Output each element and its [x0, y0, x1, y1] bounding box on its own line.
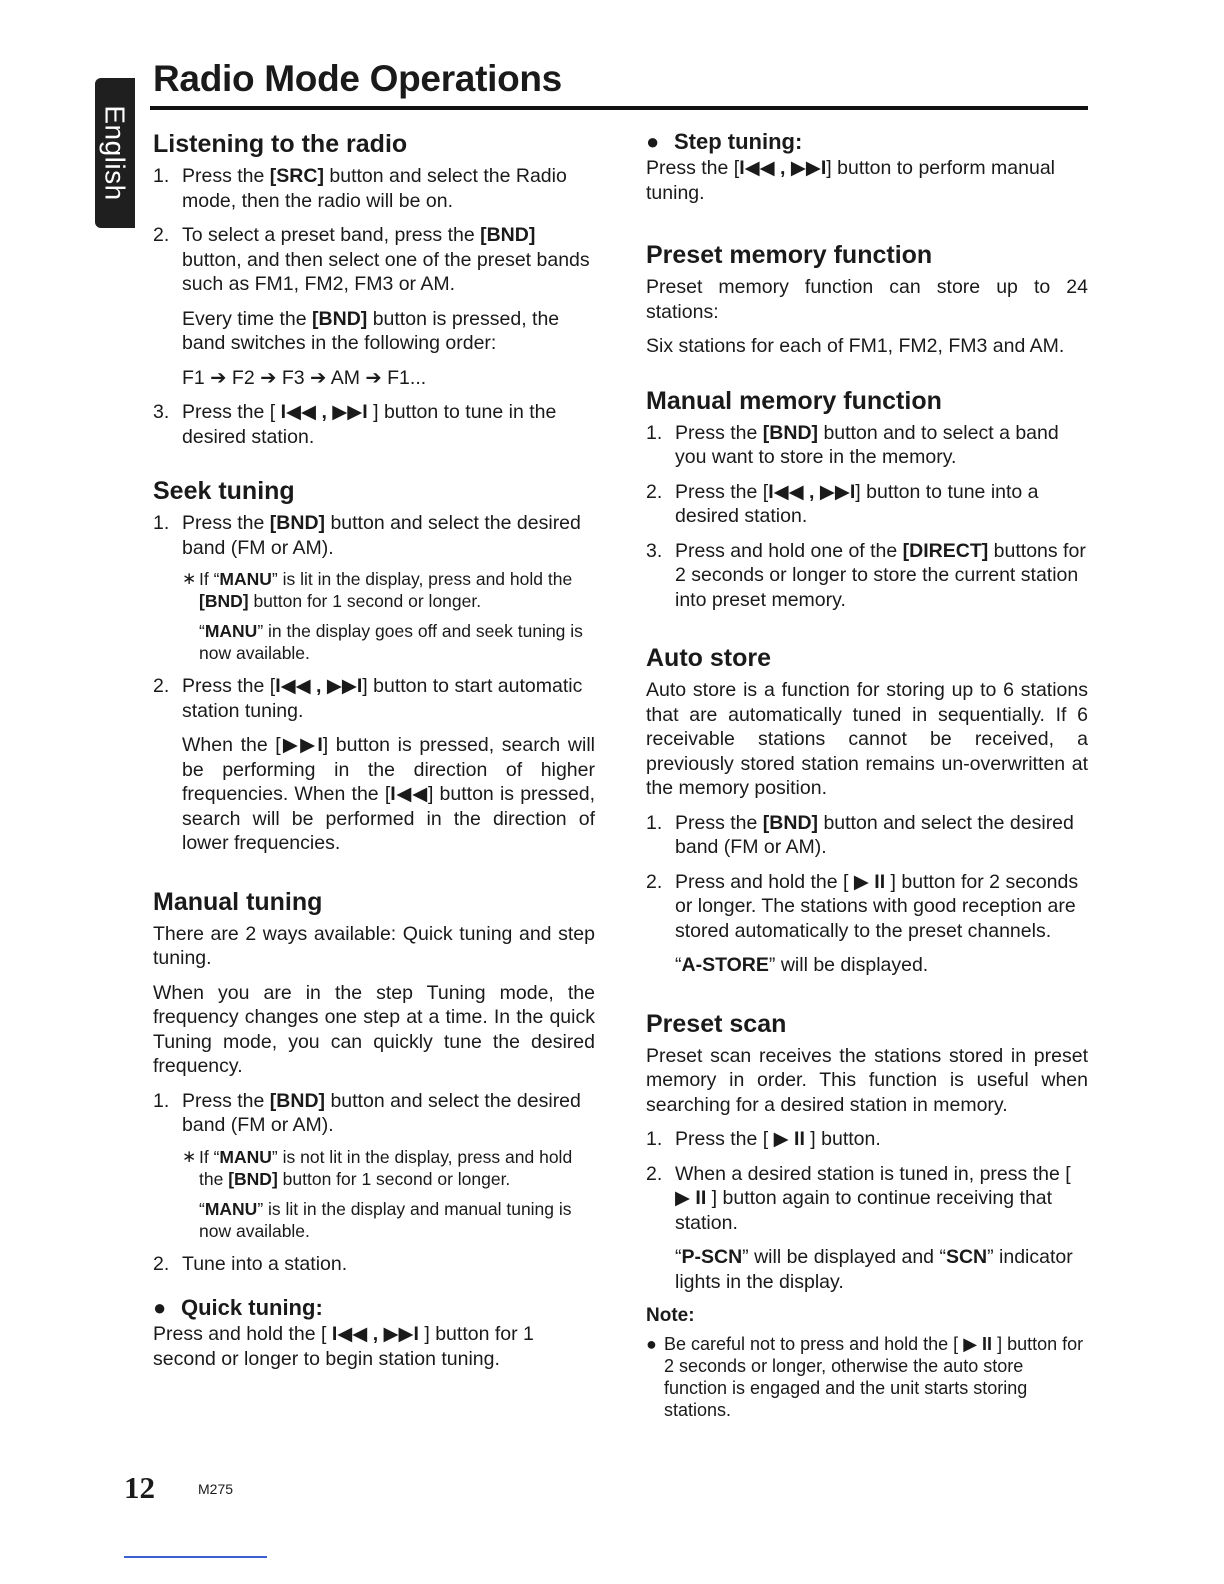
play-pause-icon: ▶ II	[853, 870, 886, 893]
list-item	[646, 811, 1088, 860]
step-number: 1.	[153, 1089, 170, 1112]
list-item	[646, 480, 1088, 529]
section-manual-tuning	[153, 886, 595, 1372]
list-item	[153, 511, 595, 664]
step-number: 2.	[153, 1252, 170, 1275]
step-number: 3.	[646, 539, 663, 562]
prev-next-icon: I◀◀ , ▶▶I	[739, 157, 827, 179]
key-label: [BND]	[480, 224, 536, 246]
section-preset-scan	[646, 1008, 1088, 1421]
key-label: [BND]	[312, 307, 368, 330]
step-text: Press the [BND] button and select the desired band (FM or AM).	[182, 1089, 581, 1136]
key-label: [BND]	[269, 1089, 326, 1112]
step-text: When a desired station is tuned in, press the [ ▶ II ] button again to continue receiving that station.	[675, 1162, 1071, 1234]
key-label: [BND]	[762, 811, 819, 834]
paragraph: When you are in the step Tuning mode, the frequency changes one step at a time. In the quick Tuning mode, you can quickly tune the desired frequency.	[153, 981, 595, 1077]
step-number: 1.	[646, 421, 663, 444]
step-text: Press the [ I◀◀ , ▶▶I ] button to tune in the desired station.	[182, 401, 557, 448]
page-number: 12	[124, 1470, 155, 1505]
list-item	[153, 1089, 595, 1242]
step-number: 1.	[646, 1128, 663, 1150]
prev-next-icon: I◀◀ , ▶▶I	[275, 675, 363, 697]
step-detail: “A-STORE” will be displayed.	[675, 954, 929, 976]
prev-next-icon: I◀◀ , ▶▶I	[768, 480, 856, 503]
page-title: Radio Mode Operations	[153, 58, 562, 99]
section-manual-memory	[646, 385, 1088, 613]
step-number: 2.	[153, 224, 170, 246]
list-item	[646, 1127, 1088, 1152]
preset-scan-steps	[646, 1127, 1088, 1294]
key-label: [DIRECT]	[902, 539, 989, 562]
key-label: [BND]	[762, 421, 819, 444]
manual-memory-steps	[646, 421, 1088, 613]
paragraph: Press and hold the [ I◀◀ , ▶▶I ] button for 1 second or longer to begin station tuning.	[153, 1323, 534, 1370]
step-number: 3.	[153, 401, 170, 423]
footer-rule	[124, 1556, 267, 1558]
step-number: 2.	[646, 480, 663, 503]
bullet-icon: ●	[646, 129, 660, 154]
step-text: Press the [I◀◀ , ▶▶I] button to start automatic station tuning.	[182, 675, 583, 722]
section-seek-tuning	[153, 475, 595, 856]
step-number: 2.	[646, 870, 663, 893]
play-pause-icon: ▶ II	[675, 1187, 707, 1209]
subsection-heading: ● Step tuning:	[646, 129, 803, 154]
step-detail: When the [▶▶I] button is pressed, search will be performing in the direction of higher frequencies. When the [I◀◀] button is pressed, search will be performed in the direction of lower frequencies.	[182, 734, 595, 854]
step-text: Press the [BND] button and select the desired band (FM or AM).	[182, 512, 581, 559]
next-icon: ▶▶I	[280, 734, 323, 756]
bullet-icon: ●	[153, 1295, 167, 1320]
model-code: M275	[198, 1481, 234, 1497]
section-heading: Manual tuning	[153, 887, 323, 916]
quick-tuning-block	[153, 1294, 595, 1371]
section-step-tuning	[646, 128, 1088, 205]
subsection-heading: ● Quick tuning:	[153, 1295, 323, 1320]
section-heading: Listening to the radio	[153, 130, 408, 158]
asterisk-icon: ∗	[182, 1146, 197, 1166]
paragraph: Press the [I◀◀ , ▶▶I] button to perform manual tuning.	[646, 157, 1056, 204]
paragraph: Six stations for each of FM1, FM2, FM3 and AM.	[646, 335, 1065, 357]
auto-store-steps	[646, 811, 1088, 978]
step-text: Press the [I◀◀ , ▶▶I] button to tune into a desired station.	[675, 480, 1039, 527]
key-label: [BND]	[269, 512, 326, 534]
step-text: Tune into a station.	[182, 1252, 348, 1275]
section-heading: Auto store	[646, 644, 771, 672]
language-tab	[95, 78, 135, 228]
step-number: 2.	[646, 1162, 663, 1185]
list-item	[646, 870, 1088, 978]
step-number: 1.	[153, 512, 170, 534]
asterisk-note	[182, 1146, 595, 1242]
asterisk-note	[182, 568, 595, 664]
note-text: Be careful not to press and hold the [ ▶ II ] button for 2 seconds or longer, otherwise the auto store function is engaged and the unit starts storing stations.	[664, 1333, 1084, 1420]
note-item	[646, 1333, 1088, 1421]
prev-next-icon: I◀◀ , ▶▶I	[331, 1323, 419, 1345]
paragraph: There are 2 ways available: Quick tuning and step tuning.	[153, 922, 595, 969]
play-pause-icon: ▶ II	[773, 1128, 805, 1150]
listening-steps	[153, 164, 595, 449]
section-heading: Seek tuning	[153, 477, 295, 505]
step-text: Press the [BND] button and to select a band you want to store in the memory.	[675, 421, 1059, 468]
step-text: Press the [ ▶ II ] button.	[675, 1128, 881, 1150]
band-order: F1 ➔ F2 ➔ F3 ➔ AM ➔ F1...	[182, 366, 427, 389]
section-heading: Preset memory function	[646, 241, 933, 269]
step-text: Press and hold one of the [DIRECT] buttons for 2 seconds or longer to store the current station into preset memory.	[675, 539, 1086, 611]
step-number: 1.	[646, 811, 663, 834]
paragraph: Preset scan receives the stations stored in preset memory in order. This function is useful when searching for a desired station in memory.	[646, 1044, 1088, 1116]
play-pause-icon: ▶ II	[963, 1333, 993, 1354]
list-item	[646, 1162, 1088, 1295]
step-detail: Every time the [BND] button is pressed, the band switches in the following order:	[182, 307, 560, 354]
paragraph: Auto store is a function for storing up to 6 stations that are automatically tuned in sequentially. If 6 receivable stations cannot be received, a previously stored station remains un-overwritten at the memory position.	[646, 679, 1088, 799]
section-heading: Manual memory function	[646, 386, 942, 415]
step-text: Press the [SRC] button and select the Radio mode, then the radio will be on.	[182, 165, 567, 212]
list-item	[153, 164, 595, 213]
list-item	[153, 400, 595, 449]
note-text: “MANU” is lit in the display and manual tuning is now available.	[199, 1198, 572, 1241]
list-item	[153, 674, 595, 856]
step-text: To select a preset band, press the [BND] button, and then select one of the preset bands such as FM1, FM2, FM3 or AM.	[182, 224, 590, 295]
prev-icon: I◀◀	[390, 783, 428, 805]
step-text: Press the [BND] button and select the desired band (FM or AM).	[675, 811, 1074, 858]
section-auto-store	[646, 642, 1088, 978]
key-label: [SRC]	[269, 165, 324, 187]
section-preset-memory	[646, 239, 1088, 359]
list-item	[646, 539, 1088, 613]
left-column	[153, 128, 595, 1371]
right-column	[646, 128, 1088, 1421]
list-item	[153, 223, 595, 390]
bullet-icon: ●	[646, 1333, 657, 1354]
list-item	[153, 1252, 595, 1277]
step-number: 2.	[153, 675, 170, 697]
seek-steps	[153, 511, 595, 856]
step-number: 1.	[153, 165, 170, 187]
note-text: If “MANU” is not lit in the display, press and hold the [BND] button for 1 second or longer.	[199, 1146, 573, 1189]
list-item	[646, 421, 1088, 470]
language-label: English	[100, 105, 131, 201]
section-listening	[153, 128, 595, 449]
note-label: Note:	[646, 1305, 695, 1326]
prev-next-icon: I◀◀ , ▶▶I	[280, 401, 368, 423]
note-text: If “MANU” is lit in the display, press and hold the [BND] button for 1 second or longer.	[199, 569, 573, 611]
step-detail: “P-SCN” will be displayed and “SCN” indicator lights in the display.	[675, 1246, 1073, 1293]
manual-steps	[153, 1089, 595, 1277]
asterisk-icon: ∗	[182, 569, 197, 588]
paragraph: Preset memory function can store up to 24 stations:	[646, 276, 1088, 323]
title-rule	[150, 106, 1088, 110]
section-heading: Preset scan	[646, 1009, 787, 1038]
note-text: “MANU” in the display goes off and seek tuning is now available.	[199, 621, 583, 663]
step-text: Press and hold the [ ▶ II ] button for 2 seconds or longer. The stations with good reception are stored automatically to the preset channels.	[675, 870, 1079, 942]
